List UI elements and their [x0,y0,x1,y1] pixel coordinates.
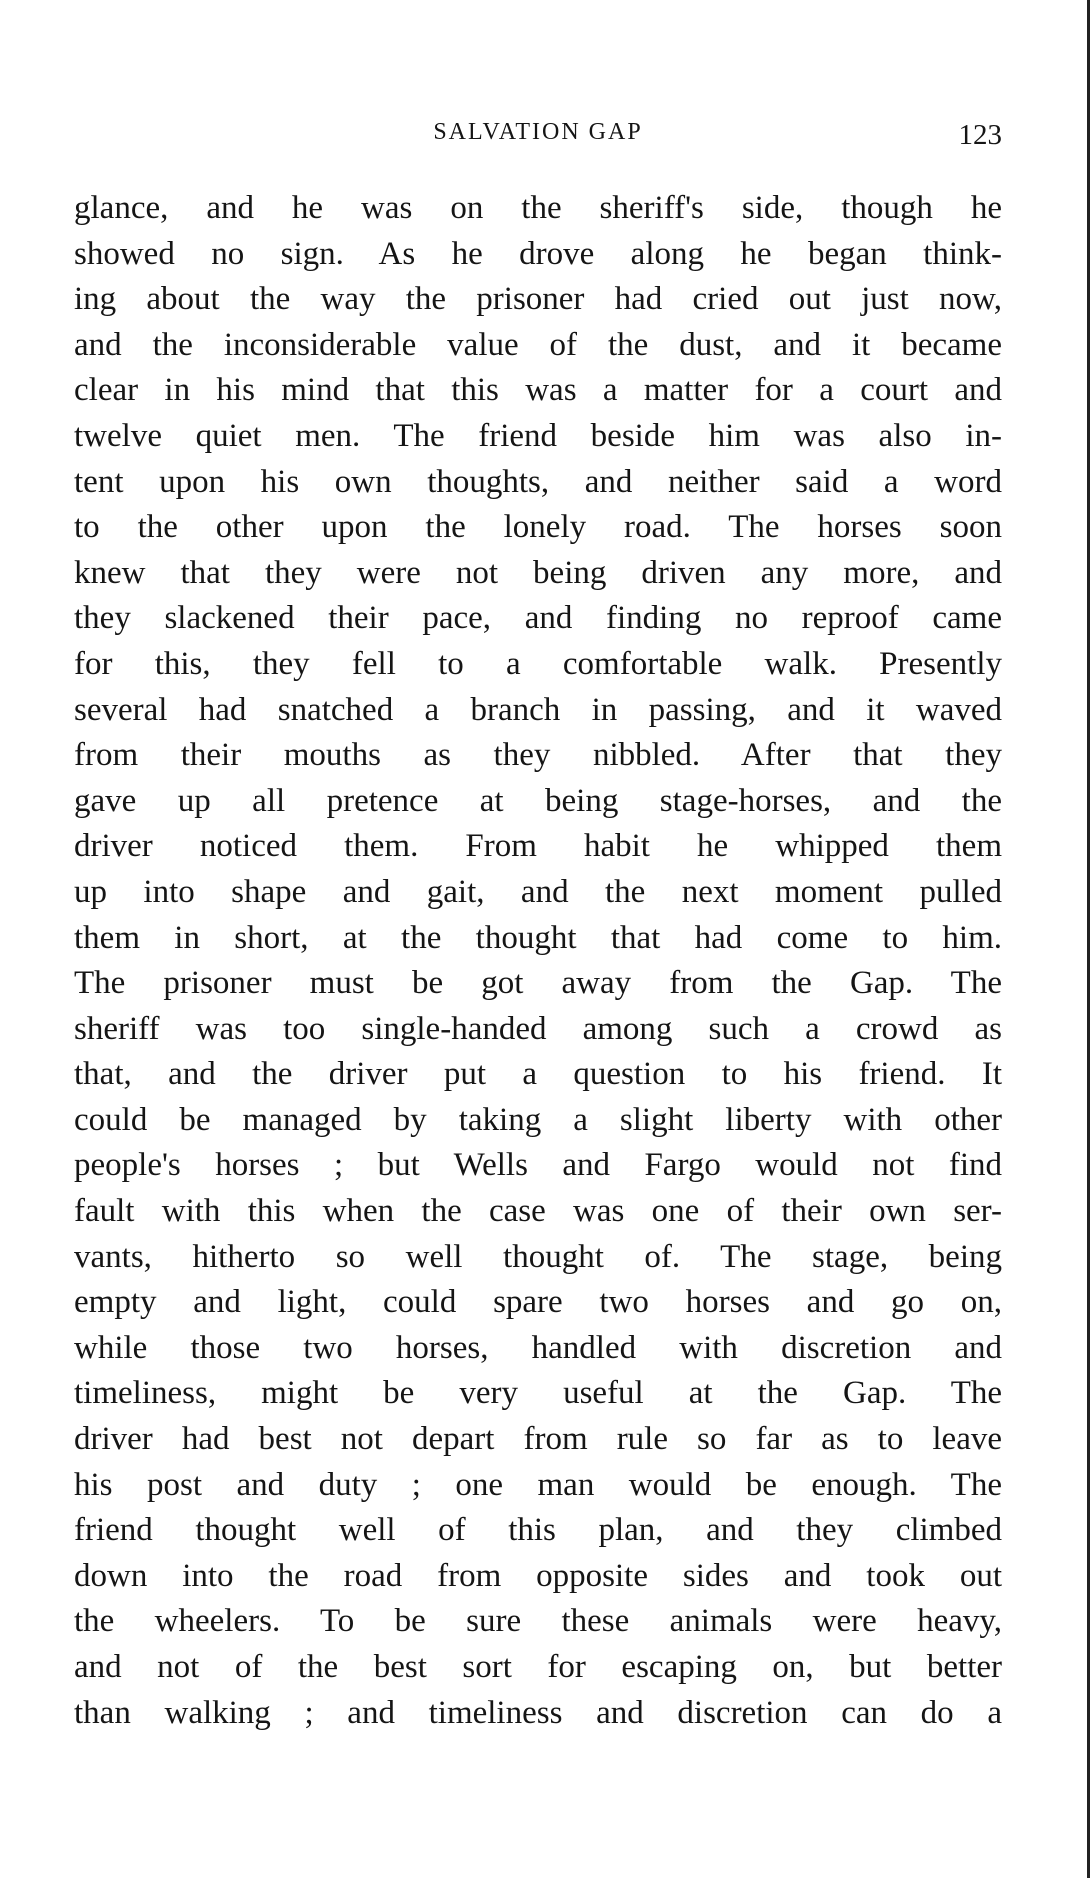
body-text [74,186,1002,1736]
text-line: his post and duty ; one man would be enough. The [74,1466,1002,1503]
text-line: and not of the best sort for escaping on, but better [74,1649,1002,1685]
text-line: down into the road from opposite sides and took out [74,1557,1002,1594]
text-line: showed no sign. As he drove along he began think- [74,235,1002,272]
text-line: people's horses ; but Wells and Fargo would not find [74,1147,1002,1184]
text-line: that, and the driver put a question to his friend. It [74,1056,1002,1093]
page-number: 123 [958,119,1002,151]
text-line: fault with this when the case was one of their own ser- [74,1193,1002,1230]
text-line: clear in his mind that this was a matter for a court and [74,372,1002,409]
text-line: than walking ; and timeliness and discretion can do a [74,1694,1002,1731]
text-line: friend thought well of this plan, and they climbed [74,1512,1002,1549]
text-line: ing about the way the prisoner had cried out just now, [74,281,1002,318]
text-line: empty and light, could spare two horses and go on, [74,1284,1002,1321]
text-line: they slackened their pace, and finding no reproof came [74,600,1002,637]
text-line: up into shape and gait, and the next moment pulled [74,873,1002,910]
text-line: gave up all pretence at being stage-horses, and the [74,782,1002,819]
text-line: sheriff was too single-handed among such a crowd as [74,1010,1002,1047]
text-line: for this, they fell to a comfortable walk. Presently [74,645,1002,682]
text-line: driver noticed them. From habit he whipped them [74,828,1002,865]
text-line: to the other upon the lonely road. The horses soon [74,509,1002,546]
text-line: could be managed by taking a slight liberty with other [74,1101,1002,1138]
text-line: knew that they were not being driven any more, and [74,554,1002,591]
text-line: tent upon his own thoughts, and neither said a word [74,463,1002,500]
text-line: the wheelers. To be sure these animals were heavy, [74,1603,1002,1640]
text-line: driver had best not depart from rule so far as to leave [74,1421,1002,1458]
running-title: SALVATION GAP [433,119,643,145]
text-line: them in short, at the thought that had come to him. [74,919,1002,956]
text-line: and the inconsiderable value of the dust, and it became [74,326,1002,363]
text-line: twelve quiet men. The friend beside him was also in- [74,417,1002,454]
text-line: several had snatched a branch in passing, and it waved [74,691,1002,728]
text-line: glance, and he was on the sheriff's side, though he [74,190,1002,226]
text-line: The prisoner must be got away from the Gap. The [74,965,1002,1002]
text-line: while those two horses, handled with discretion and [74,1329,1002,1366]
text-line: from their mouths as they nibbled. After that they [74,737,1002,774]
text-line: timeliness, might be very useful at the Gap. The [74,1375,1002,1412]
running-header [74,112,1002,152]
text-line: vants, hitherto so well thought of. The stage, being [74,1238,1002,1275]
